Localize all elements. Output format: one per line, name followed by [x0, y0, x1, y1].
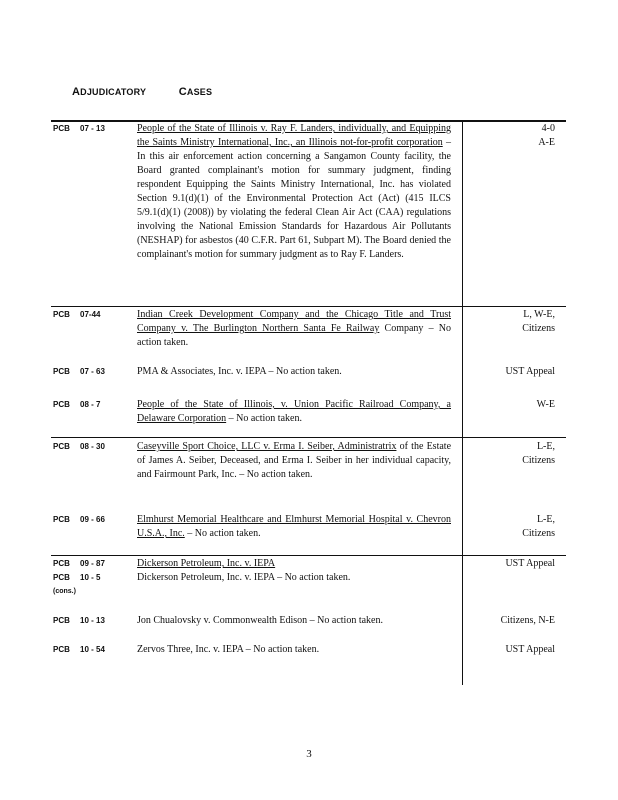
case-type: [471, 365, 555, 379]
case-type: [471, 440, 555, 468]
case-type: [471, 122, 555, 150]
case-summary: – No action taken.: [226, 413, 302, 424]
case-number: 07 - 13: [80, 124, 105, 133]
row-separator: [51, 306, 566, 307]
heading-word1-rest: DJUDICATORY: [80, 87, 147, 97]
case-description: [137, 557, 451, 585]
case-summary: PMA & Associates, Inc. v. IEPA – No action taken.: [137, 366, 342, 377]
heading-word2-cap: C: [178, 86, 187, 98]
case-description: [137, 365, 451, 379]
case-title: Dickerson Petroleum, Inc. v. IEPA: [137, 558, 276, 569]
case-summary: – No action taken.: [184, 528, 261, 539]
case-description: [137, 440, 451, 482]
case-type-line: UST Appeal: [505, 366, 555, 377]
case-court: PCB: [53, 310, 70, 319]
case-summary: Zervos Three, Inc. v. IEPA – No action taken.: [137, 644, 320, 655]
case-court-line: PCB: [53, 573, 70, 582]
case-number: 07 - 63: [80, 367, 105, 376]
case-summary: Company – No action taken.: [137, 323, 451, 348]
row-separator: [51, 437, 566, 438]
case-description: [137, 513, 451, 541]
heading-word1-cap: A: [72, 86, 81, 98]
case-type: [471, 513, 555, 541]
case-type-line: A-E: [538, 137, 555, 148]
case-title: People of the State of Illinois, v. Union Pacific Railroad Company, a Delaware Corporation: [137, 399, 451, 424]
case-type: [471, 398, 555, 412]
case-court-line: PCB: [53, 559, 70, 568]
case-court: PCB: [53, 367, 70, 376]
case-number: 10 - 13: [80, 616, 105, 625]
case-type-line: W-E: [536, 399, 555, 410]
consolidated-label: (cons.): [53, 588, 76, 595]
case-type: [471, 557, 555, 571]
case-description: [137, 643, 451, 657]
case-court: PCB: [53, 400, 70, 409]
case-type-line: UST Appeal: [505, 558, 555, 569]
case-court: PCB: [53, 616, 70, 625]
column-divider: [462, 120, 463, 685]
case-summary: – In this air enforcement action concerning a Sangamon County facility, the Board granted complainant's motion for summary judgment, finding respondent Equipping the Saints Ministry International, Inc. has violated Section 9.1(d)(1) of the Environmental Protection Act (Act) (415 ILCS 5/9.1(d)(1) (2008)) by violating the federal Clean Air Act (CAA) regulations involving the National Emission Standards for Hazardous Air Pollutants (NESHAP) for asbestos (40 C.F.R. Part 61, Subpart M). The Board denied the complainant's motion for summary judgment as to Ray F. Landers.: [137, 137, 452, 260]
case-court: PCB: [53, 442, 70, 451]
case-type: [471, 614, 555, 628]
case-type-line: UST Appeal: [505, 644, 555, 655]
case-court: PCB: [53, 515, 70, 524]
case-description: [137, 308, 451, 350]
case-title: Elmhurst Memorial Healthcare and Elmhurst Memorial Hospital v. Chevron U.S.A., Inc.: [137, 514, 451, 539]
case-number-line: 10 - 5: [80, 573, 101, 582]
case-type: [471, 308, 555, 336]
case-number: 07-44: [80, 310, 101, 319]
case-type: [471, 643, 555, 657]
row-separator: [51, 555, 566, 556]
case-number: 10 - 54: [80, 645, 105, 654]
page-number: 3: [306, 748, 312, 760]
case-title: People of the State of Illinois v. Ray F. Landers, individually, and Equipping the Saints Ministry International, Inc., an Illinois not-for-profit corporation: [137, 123, 451, 148]
case-type-line: L-E,: [536, 514, 555, 525]
case-type-line: Citizens, N-E: [500, 615, 555, 626]
case-court: PCB: [53, 124, 70, 133]
case-number: 08 - 30: [80, 442, 105, 451]
case-type-line: Citizens: [522, 528, 555, 539]
case-type-line: Citizens: [522, 455, 555, 466]
case-court: PCB: [53, 645, 70, 654]
heading-word2-rest: ASES: [186, 87, 213, 97]
case-number: 09 - 66: [80, 515, 105, 524]
case-summary: of the Estate of James A. Seiber, Deceased, and Erma I. Seiber in her individual capacity, and Fairmount Park, Inc. – No action taken.: [137, 441, 452, 480]
case-title: Indian Creek Development Company and the Chicago Title and Trust Company v. The Burlington Northern Santa Fe Railway: [137, 309, 451, 334]
case-summary: Dickerson Petroleum, Inc. v. IEPA – No action taken.: [137, 572, 351, 583]
case-number: 08 - 7: [80, 400, 101, 409]
case-type-line: Citizens: [522, 323, 555, 334]
case-description: [137, 614, 451, 628]
case-type-line: L, W-E,: [523, 309, 555, 320]
case-title: Caseyville Sport Choice, LLC v. Erma I. Seiber, Administratrix: [137, 441, 397, 452]
case-number-line: 09 - 87: [80, 559, 105, 568]
case-type-line: L-E,: [536, 441, 555, 452]
case-description: [137, 122, 451, 262]
case-court: [53, 557, 79, 599]
case-summary: Jon Chualovsky v. Commonwealth Edison – No action taken.: [137, 615, 383, 626]
case-number: [80, 557, 130, 585]
section-heading: [72, 86, 212, 98]
case-description: [137, 398, 451, 426]
case-type-line: 4-0: [541, 123, 555, 134]
